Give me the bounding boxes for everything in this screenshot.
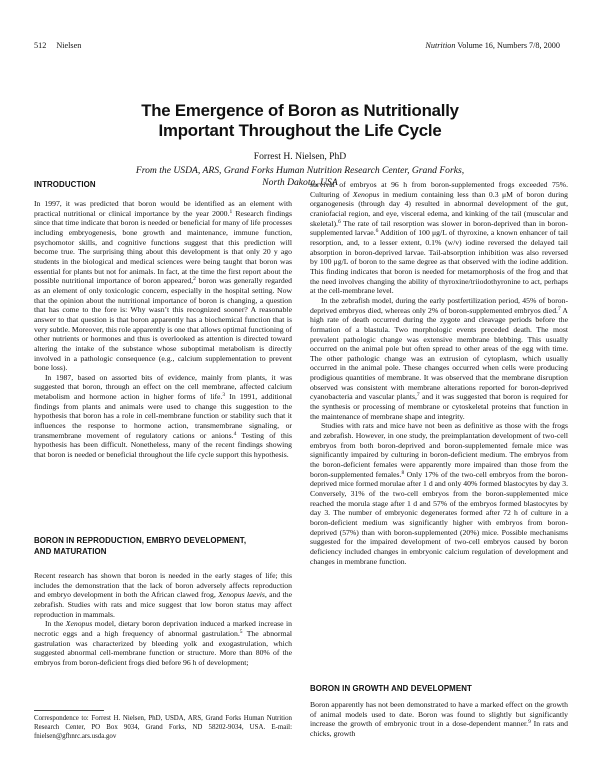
affiliation-line-2: North Dakota, USA: [262, 177, 338, 188]
right-column-body: survival of embryos at 96 h from boron-supplemented frogs exceeded 75%. Culturing of Xenopus in medium containing less than 0.3 μM of boron during organogenesis (through day 4) resulted in abnormal development of the gut, craniofacial region, and eye, visceral edema, and kinking of the tail (muscular and skeletal).$^6$ The rate of tail resorption was slower in boron-deprived than in boron-supplemented larvae.$^6$ Addition of 100 μg/L of thyroxine, a known enhancer of tail resorption, and, to a lesser extent, 0.1% (w/v) iodine reversed the delayed tail absorption in boron-deprived larvae. Tail-absorption inhibition was also reversed by 100 μg/L of boron to the same degree as that observed with the iodine addition. This finding indicates that boron is needed for metamorphosis of the frog and that the need involves changing the ability of thyroxine/triiodothyronine to act, perhaps at the cell-membrane level. In the zebrafish model, during the early postfertilization period, 45% of boron-deprived embryos died, whereas only 2% of boron-supplemented embryos died.$^7$ A high rate of death occurred during the zygote and cleavage periods before the formation of a blastula. Two morphologic events preceded death. The most prevalent pathologic change was extensive membrane blebbing. This usually occurred on the animal pole but often spread to other areas of the egg with time. The other pathologic change was an extrusion of cytoplasm, which usually occurred in the animal pole. These changes occurred when cells were producing prodigious quantities of membrane. It was observed that the membrane disruption observed was consistent with membrane alterations reported for boron-deprived cyanobacteria and vascular plants,$^7$ and it was suggested that boron is required for the synthesis or processing of membrane or cytoskeletal proteins that function in the maintenance of membrane shape and integrity. Studies with rats and mice have not been as definitive as those with the frogs and zebrafish. However, in one study, the preimplantation development of two-cell embryos from both boron-deprived and boron-supplemented female mice was significantly impaired by culturing in boron-deficient medium. The embryos from the boron-deficient females were apparently more impaired than those from the boron-supplemented females.$^8$ Only 17% of the two-cell embryos from the boron-deprived mice formed morulae after 1 d and only 40% formed blastocytes by day 3. Conversely, 31% of the two-cell embryos from the boron-supplemented mice reached the morula stage after 1 d and 57% of the embryos formed blastocytes by day 3. The number of embryonic degenerates formed after 72 h of culture in a boron-deficient medium was significantly higher with embryos from boron-deprived (57%) than with boron-supplemented (20%) mice. Possible mechanisms suggested for the impaired development of two-cell embryos caused by boron deficiency included changes in embryonic calcium regulation of development and changes in membrane function.: [310, 180, 568, 566]
journal-volume: Volume 16, Numbers 7/8, 2000: [457, 41, 560, 50]
growth-body: Boron apparently has not been demonstrated to have a marked effect on the growth of animal models used to date. Boron was found to slightly but significantly increase the growth of embryonic trout in a dose-dependent manner.$^9$ In rats and chicks, growth: [310, 700, 568, 738]
article-title: [60, 101, 540, 141]
reproduction-heading-line-2: AND MATURATION: [34, 547, 107, 556]
growth-heading: BORON IN GROWTH AND DEVELOPMENT: [310, 684, 472, 693]
title-line-2: Important Throughout the Life Cycle: [158, 121, 442, 140]
reproduction-body: Recent research has shown that boron is needed in the early stages of life; this includes the demonstration that the lack of boron adversely affects reproduction and embryo development in both the African clawed frog, Xenopus laevis, and the zebrafish. Studies with rats and mice suggest that low boron status may affect reproduction in mammals. In the Xenopus model, dietary boron deprivation induced a marked increase in necrotic eggs and a high frequency of abnormal gastrulation.$^5$ The abnormal gastrulation was characterized by bleeding yolk and exogastrulation, which suggested abnormal cell-membrane function or structure. More than 80% of the embryos from boron-deficient frogs died before 96 h of development;: [34, 571, 293, 667]
title-line-1: The Emergence of Boron as Nutritionally: [141, 101, 459, 120]
journal-name: Nutrition: [425, 41, 456, 50]
running-head-right: [425, 40, 560, 52]
correspondence-footnote: [34, 715, 292, 742]
running-head: [34, 40, 560, 52]
running-head-author: Nielsen: [56, 41, 82, 50]
reproduction-heading-line-1: BORON IN REPRODUCTION, EMBRYO DEVELOPMENT,: [34, 536, 247, 545]
affiliation-line-1: From the USDA, ARS, Grand Forks Human Nutrition Research Center, Grand Forks,: [135, 165, 465, 176]
article-author: Forrest H. Nielsen, PhD: [253, 151, 347, 162]
page-number: 512: [34, 41, 47, 50]
introduction-heading: INTRODUCTION: [34, 180, 96, 189]
footnote-rule: [34, 710, 104, 711]
footnote-text: Correspondence to: Forrest H. Nielsen, PhD, USDA, ARS, Grand Forks Human Nutrition Research Center, PO Box 9034, Grand Forks, ND 58202-9034, USA. E-mail: fnielsen@gfhnrc.ars.usda.gov: [34, 715, 292, 740]
running-head-left: [34, 40, 81, 52]
introduction-body: In 1997, it was predicted that boron would be identified as an element with practical nutritional or clinical importance by the year 2000.$^1$ Research findings since that time indicate that boron is needed or beneficial for many of life processes including embryogenesis, bone growth and maintenance, immune function, psychomotor skills, and cognitive functions suggest that this prediction will become true. The surprising thing about this development is that only 20 y ago students in the biological and medical sciences were being taught that boron was essential for plants but not for animals. In fact, at the time the first report about the possible nutritional importance of boron appeared,$^2$ boron was generally regarded as an element of only toxicologic concern, especially in the hospital setting. Now that the opinion about the nutritional importance of boron is changing, a question that has come to the fore is: Why wasn’t this recognized sooner? A reasonable answer to that question is that boron apparently has a biochemical function that is very subtle. Moreover, this role apparently is one that allows optimal functioning of other nutrients or hormones and thus is overlooked as attention is directed toward altering the intake of the substance whose suboptimal metabolism is directly involved in a pathologic consequence (e.g., calcium supplementation to prevent bone loss). In 1987, based on assorted bits of evidence, mainly from plants, it was suggested that boron, through an effect on the cell membrane, affected calcium metabolism and hormone action in higher forms of life.$^3$ In 1991, additional findings from plants and animals were used to change this suggestion to the hypothesis that boron has a role in cell-membrane function or stability such that it influences the response to hormone action, transmembrane signaling, or transmembrane movement of regulatory cations or anions.$^4$ Testing of this hypothesis has been difficult. Nonetheless, many of the recent findings showing that boron is needed or beneficial throughout the life cycle support this hypothesis.: [34, 199, 293, 460]
reproduction-heading: [34, 535, 246, 557]
